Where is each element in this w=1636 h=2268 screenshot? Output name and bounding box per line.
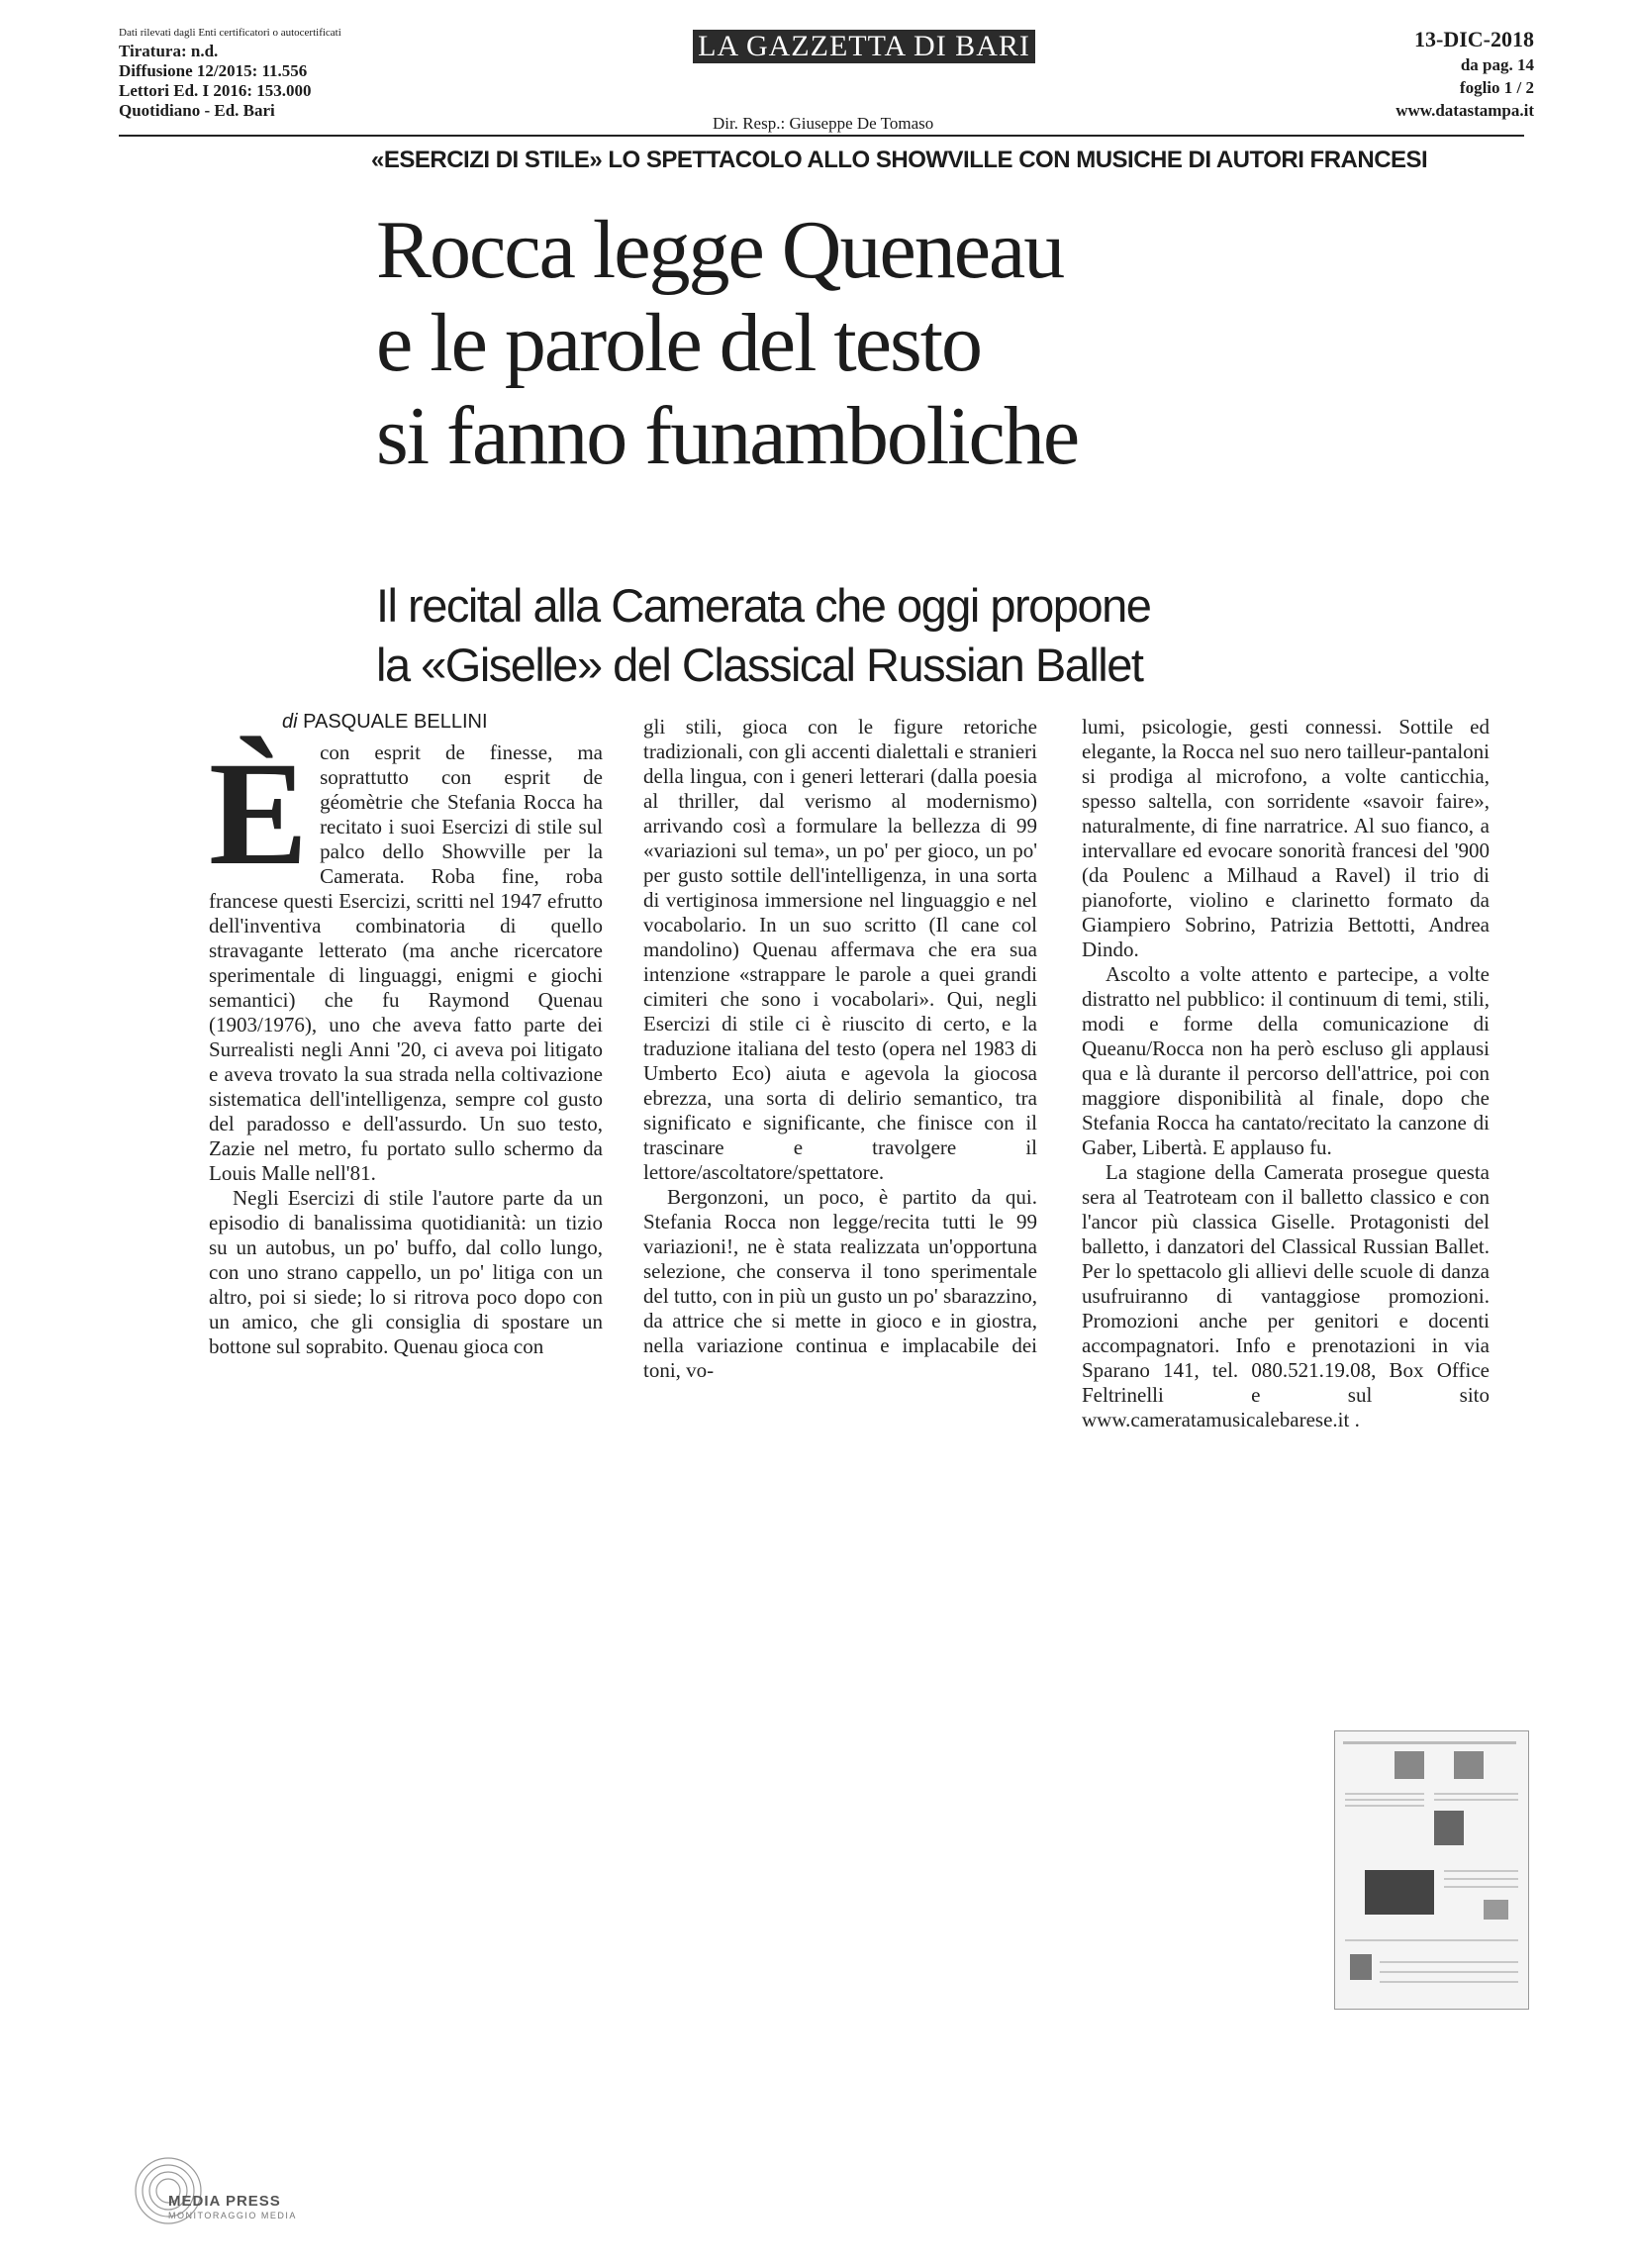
edition: Quotidiano - Ed. Bari <box>119 101 275 120</box>
thumb-text <box>1434 1793 1518 1795</box>
source-site: www.datastampa.it <box>1395 101 1534 120</box>
drop-cap: È <box>209 732 309 896</box>
paragraph: Negli Esercizi di stile l'autore parte da un episodio di banalissima quotidianità: un tizio su un autobus, un po' buffo, dal collo lungo, con uno strano cappello, un po' litiga con un altro, poi si siede; lo si ritrova poco dopo con un amico, che gli consiglia di spostare un bottone sul soprabito. Quenau gioca con <box>209 1186 603 1358</box>
thumb-photo <box>1434 1811 1464 1845</box>
paragraph: Ascolto a volte attento e partecipe, a volte distratto nel pubblico: il continuum di temi, stili, modi e forme della comunicazione di Queanu/Rocca non ha però escluso gli applausi qua e là durante il percorso dell'attrice, poi con maggiore disponibilità al finale, dopo che Stefania Rocca ha cantato/recitato la canzone di Gaber, Libertà. E applauso fu. <box>1082 962 1490 1159</box>
thumb-text <box>1444 1878 1518 1880</box>
byline <box>282 711 488 734</box>
thumb-photo <box>1365 1870 1434 1915</box>
headline-line: e le parole del testo <box>376 297 982 389</box>
paragraph: Bergonzoni, un poco, è partito da qui. Stefania Rocca non legge/recita tutti le 99 variazioni!, ne è stata realizzata un'opportuna selezione, che conserva il tono sperimentale del tutto, con in più un gusto un po' sbarazzino, da attrice che si mette in gioco e in giostra, nella variazione continua e implacabile dei toni, vo- <box>643 1185 1037 1382</box>
editor-in-chief: Dir. Resp.: Giuseppe De Tomaso <box>713 114 934 133</box>
page-ref: da pag. 14 <box>1460 55 1534 74</box>
author-name: PASQUALE BELLINI <box>303 711 488 733</box>
diffusione: Diffusione 12/2015: 11.556 <box>119 61 308 80</box>
subhead-line: Il recital alla Camerata che oggi propone <box>376 579 1151 632</box>
page-thumbnail <box>1334 1730 1529 2010</box>
article-headline <box>376 204 1366 483</box>
newspaper-masthead: LA GAZZETTA DI BARI <box>693 30 1035 63</box>
thumb-text <box>1444 1886 1518 1888</box>
lettori: Lettori Ed. I 2016: 153.000 <box>119 81 312 100</box>
thumb-photo <box>1484 1900 1508 1920</box>
thumb-photo <box>1350 1954 1372 1980</box>
header-divider <box>119 135 1524 137</box>
issue-info <box>1297 26 1534 122</box>
sheet-ref: foglio 1 / 2 <box>1459 78 1534 97</box>
thumb-text <box>1345 1799 1424 1801</box>
thumb-text <box>1380 1971 1518 1973</box>
thumb-text <box>1380 1961 1518 1963</box>
subhead-line: la «Giselle» del Classical Russian Ballet <box>376 639 1143 691</box>
paragraph: gli stili, gioca con le figure retoriche tradizionali, con gli accenti dialettali e stranieri della lingua, con i generi letterari (dalla poesia al thriller, dal verismo al modernismo) arrivando così a formulare la bellezza di 99 «variazioni sul tema», un po' per gioco, un po' per gusto sottile dell'intelligenza, in una sorta di vertiginosa immersione nel linguaggio e nel vocabolario. In un suo scritto (Il cane col mandolino) Quenau affermava che era sua intenzione «strappare le parole a quei grandi cimiteri che sono i vocabolari». Qui, negli Esercizi di stile ci è riuscito di certo, e la traduzione italiana del testo (opera nel 1983 di Umberto Eco) aiuta e agevola la giocosa ebrezza, una sorta di delirio semantico, tra significato e significante, che finisce con il trascinare e travolgere il lettore/ascoltatore/spettatore. <box>643 715 1037 1184</box>
paragraph: La stagione della Camerata prosegue questa sera al Teatroteam con il balletto classico e con l'ancor più classica Giselle. Protagonisti del balletto, i danzatori del Classical Russian Ballet. Per lo spettacolo gli allievi delle scuole di danza usufruiranno di vantaggiose promozioni. Promozioni anche per genitori e docenti accompagnatori. Info e prenotazioni in via Sparano 141, tel. 080.521.19.08, Box Office Feltrinelli e sul sito www.cameratamusicalebarese.it . <box>1082 1160 1490 1431</box>
headline-line: Rocca legge Queneau <box>376 204 1064 296</box>
paragraph: con esprit de finesse, ma soprattutto con esprit de géomètrie che Stefania Rocca ha recitato i suoi Esercizi di stile sul palco dello Showville per la Camerata. Roba fine, roba francese questi Esercizi, scritti nel 1947 efrutto dell'inventiva combinatoria di quello stravagante letterato (ma anche ricercatore sperimentale di linguaggi, enigmi e giochi semantici) che fu Raymond Quenau (1903/1976), uno che aveva fatto parte dei Surrealisti negli Anni '20, ci aveva poi litigato e aveva trovato la sua strada nella coltivazione sistematica dell'intelligenza, sempre col gusto del paradosso e dell'assurdo. Un suo testo, Zazie nel metro, fu portato sullo schermo da Louis Malle nell'81. <box>209 740 603 1185</box>
article-column-3 <box>1082 715 1490 1432</box>
thumb-header-line <box>1343 1741 1516 1744</box>
byline-prefix: di <box>282 711 298 733</box>
issue-date: 13-DIC-2018 <box>1414 27 1534 51</box>
article-kicker: «ESERCIZI DI STILE» LO SPETTACOLO ALLO SHOWVILLE CON MUSICHE DI AUTORI FRANCESI <box>371 147 1428 173</box>
thumb-photo <box>1395 1751 1424 1779</box>
article-column-2 <box>643 715 1037 1383</box>
thumb-text <box>1380 1981 1518 1983</box>
logo-tagline: MONITORAGGIO MEDIA <box>168 2211 297 2220</box>
article-column-1 <box>209 732 603 1359</box>
press-metadata <box>119 26 416 121</box>
thumb-text <box>1345 1939 1518 1941</box>
logo-name: MEDIA PRESS <box>168 2193 281 2210</box>
tiratura: Tiratura: n.d. <box>119 42 219 60</box>
article-subheadline <box>376 576 1366 695</box>
thumb-text <box>1345 1805 1424 1807</box>
metadata-note: Dati rilevati dagli Enti certificatori o autocertificati <box>119 27 341 39</box>
paragraph: lumi, psicologie, gesti connessi. Sottile ed elegante, la Rocca nel suo nero tailleur-pantaloni si prodiga al microfono, a volte canticchia, spesso saltella, con sorridente «savoir faire», naturalmente, di fine narratrice. Al suo fianco, a intervallare ed evocare sonorità francesi del '900 (da Poulenc a Milhaud a Ravel) il trio di pianoforte, violino e clarinetto formato da Giampiero Sobrino, Patrizia Bettotti, Andrea Dindo. <box>1082 715 1490 961</box>
headline-line: si fanno funamboliche <box>376 390 1079 482</box>
thumb-text <box>1444 1870 1518 1872</box>
thumb-text <box>1345 1793 1424 1795</box>
thumb-photo <box>1454 1751 1484 1779</box>
thumb-text <box>1434 1799 1518 1801</box>
